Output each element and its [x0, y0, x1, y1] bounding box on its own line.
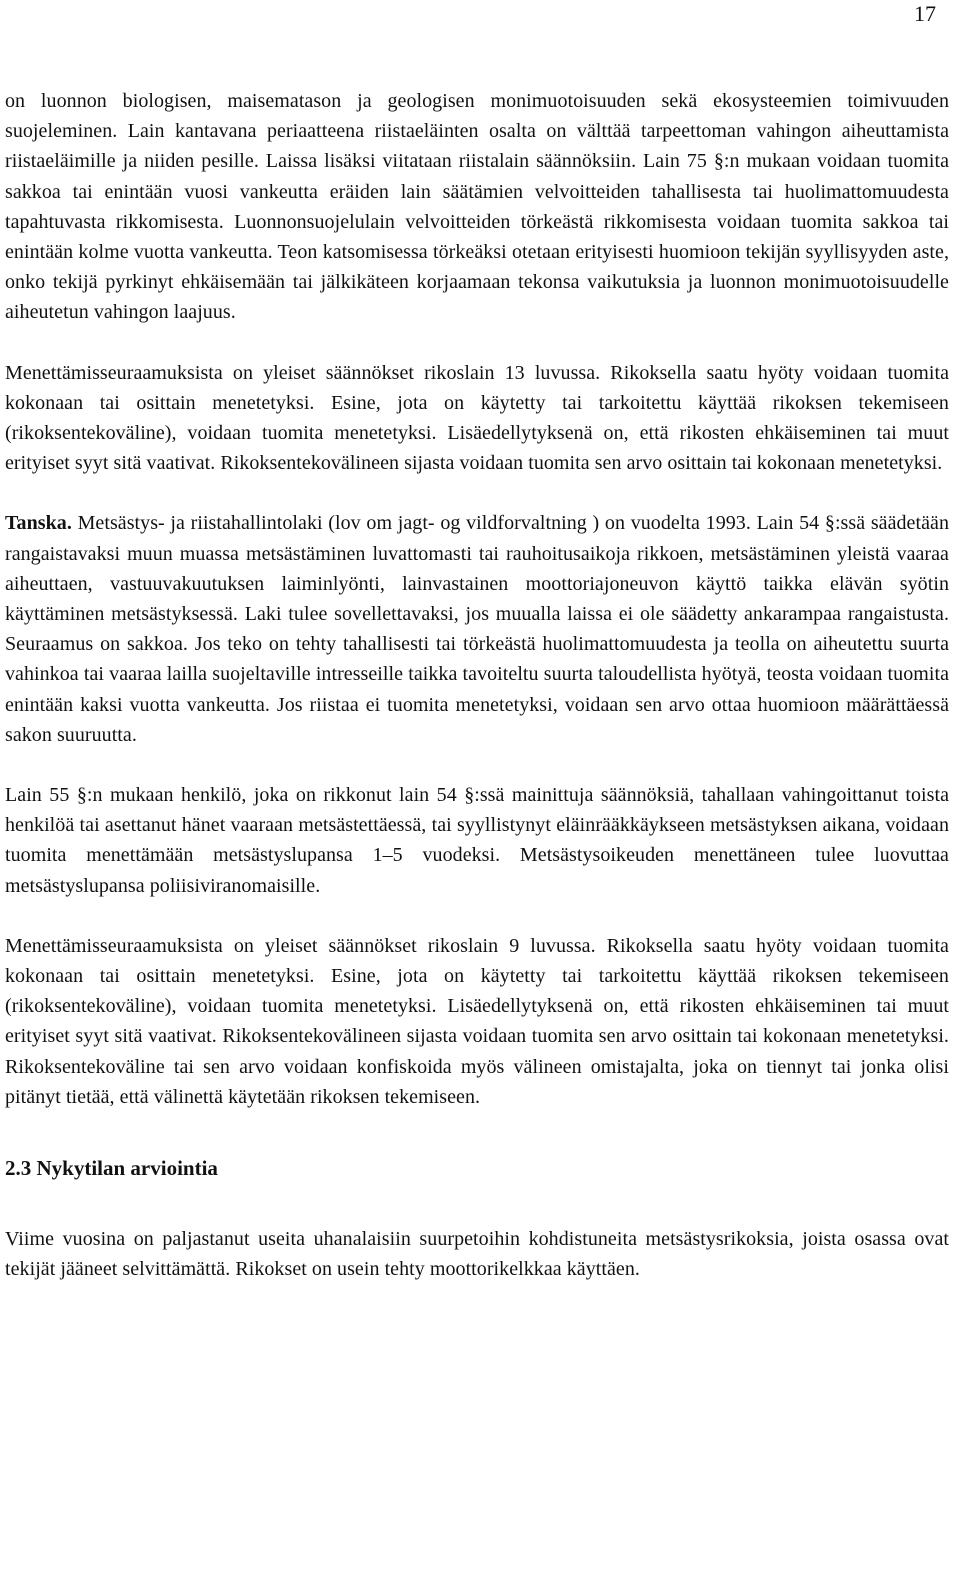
document-body	[5, 86, 949, 1285]
paragraph-forfeiture-finland: Menettämisseuraamuksista on yleiset säännökset rikoslain 13 luvussa. Rikoksella saatu hyöty voidaan tuomita kokonaan tai osittain menetetyksi. Esine, jota on käytetty tai tarkoitettu käyttää rikoksen tekemiseen (rikoksentekoväline), voidaan tuomita menetetyksi. Lisäedellytyksenä on, että rikosten ehkäiseminen tai muut erityiset syyt sitä vaativat. Rikoksentekovälineen sijasta voidaan tuomita sen arvo osittain tai kokonaan menetetyksi.	[5, 361, 949, 475]
paragraph-assessment: Viime vuosina on paljastanut useita uhanalaisiin suurpetoihin kohdistuneita metsästysrikoksia, joista osassa ovat tekijät jääneet selvittämättä. Rikokset on usein tehty moottorikelkkaa käyttäen.	[5, 1228, 949, 1281]
page-number: 17	[914, 1, 936, 26]
paragraph-forfeiture-denmark: Menettämisseuraamuksista on yleiset säännökset rikoslain 9 luvussa. Rikoksella saatu hyöty voidaan tuomita kokonaan tai osittain menetetyksi. Esine, jota on käytetty tai tarkoitettu käyttää rikoksen tekemiseen (rikoksentekoväline), voidaan tuomita menetetyksi. Lisäedellytyksenä on, että rikosten ehkäiseminen tai muut erityiset syyt sitä vaativat. Rikoksentekovälineen sijasta voidaan tuomita sen arvo osittain tai kokonaan menetetyksi. Rikoksentekoväline tai sen arvo voidaan konfiskoida myös välineen omistajalta, joka on tiennyt tai jonka olisi pitänyt tietää, että välinettä käytetään rikoksen tekemiseen.	[5, 934, 949, 1108]
paragraph-denmark	[5, 508, 949, 750]
paragraph-section-55: Lain 55 §:n mukaan henkilö, joka on rikkonut lain 54 §:ssä mainittuja säännöksiä, tahallaan vahingoittanut toista henkilöä tai asettanut hänet vaaraan metsästettäessä, tai syyllistynyt eläinrääkkäykseen metsästyksen aikana, voidaan tuomita menettämään metsästyslupansa 1–5 vuodeksi. Metsästysoikeuden menettäneen tulee luovuttaa metsästyslupansa poliisiviranomaisille.	[5, 784, 949, 897]
paragraph-denmark-text: Metsästys- ja riistahallintolaki (lov om jagt- og vildforvaltning ) on vuodelta 1993. Lain 54 §:ssä säädetään rangaistavaksi muun muassa metsästäminen luvattomasti tai rauhoitusaikoja rikkoen, metsästäminen yleistä vaaraa aiheuttaen, vastuuvakuutuksen laiminlyönti, lainvastainen moottoriajoneuvon käyttö taikka elävän syötin käyttäminen metsästyksessä. Laki tulee sovellettavaksi, jos muualla laissa ei ole säädetty ankarampaa rangaistusta. Seuraamus on sakkoa. Jos teko on tehty tahallisesti tai törkeästä huolimattomuudesta ja teolla on aiheutettu suurta vahinkoa tai vaaraa lailla suojeltaville intresseille taikka tavoiteltu suurta taloudellista hyötyä, teosta voidaan tuomita enintään kaksi vuotta vankeutta. Jos riistaa ei tuomita menetetyksi, voidaan sen arvo ottaa huomioon määrättäessä sakon suuruutta.	[5, 512, 949, 746]
section-heading: 2.3 Nykytilan arviointia	[5, 1156, 218, 1181]
paragraph-nature-conservation: on luonnon biologisen, maisematason ja geologisen monimuotoisuuden sekä ekosysteemien toimivuuden suojeleminen. Lain kantavana periaatteena riistaeläinten osalta on välttää tarpeettoman vahingon aiheuttamista riistaeläimille ja niiden pesille. Laissa lisäksi viitataan riistalain säännöksiin. Lain 75 §:n mukaan voidaan tuomita sakkoa tai enintään vuosi vankeutta eräiden lain säätämien velvoitteiden tahallisesta tai huolimattomuudesta tapahtuvasta rikkomisesta. Luonnonsuojelulain velvoitteiden törkeästä rikkomisesta voidaan tuomita sakkoa tai enintään kolme vuotta vankeutta. Teon katsomisessa törkeäksi otetaan erityisesti huomioon tekijän syyllisyyden aste, onko tekijä pyrkinyt ehkäisemään tai jälkikäteen korjaamaan tekonsa vaikutuksia ja luonnon monimuotoisuudelle aiheutetun vahingon laajuus.	[5, 90, 949, 324]
country-label-denmark: Tanska.	[5, 512, 72, 535]
